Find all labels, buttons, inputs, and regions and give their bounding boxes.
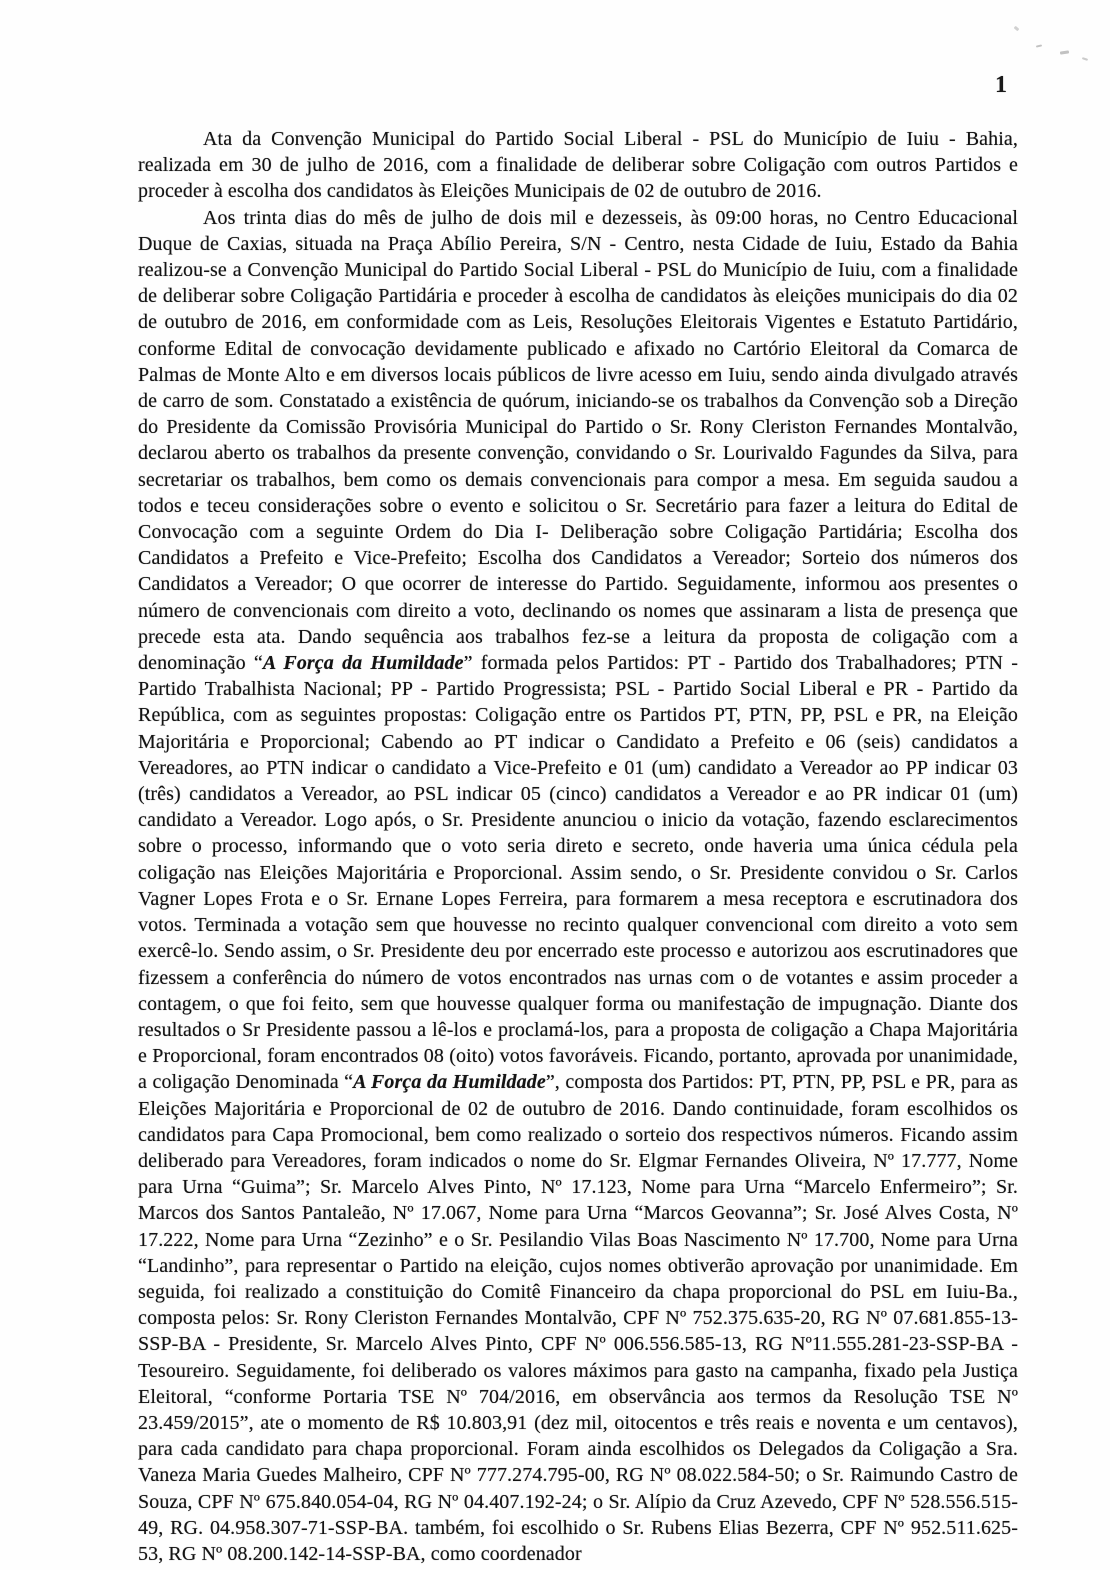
scan-speckle: [1014, 26, 1020, 32]
body-paragraph: [138, 205, 1018, 1568]
body-text-segment: ” formada pelos Partidos: PT - Partido dos Trabalhadores; PTN - Partido Trabalhista Nacional; PP - Partido Progressista; PSL - Partido Social Liberal e PR - Partido da República, com as seguintes propostas: Coligação entre os Partidos PT, PTN, PP, PSL e PR, na Eleição Majoritária e Proporcional; Cabendo ao PT indicar o Candidato a Prefeito e 06 (seis) candidatos a Vereadores, ao PTN indicar o candidato a Vice-Prefeito e 01 (um) candidato a Vereador ao PP indicar 03 (três) candidatos a Vereador, ao PSL indicar 05 (cinco) candidatos a Vereador e ao PR indicar 01 (um) candidato a Vereador. Logo após, o Sr. Presidente anunciou o inicio da votação, fazendo esclarecimentos sobre o processo, informando que o voto seria direto e secreto, onde haveria uma única cédula pela coligação nas Eleições Majoritária e Proporcional. Assim sendo, o Sr. Presidente convidou o Sr. Carlos Vagner Lopes Frota e o Sr. Ernane Lopes Ferreira, para formarem a mesa receptora e escrutinadora dos votos. Terminada a votação sem que houvesse no recinto qualquer convencional com direito a voto sem exercê-lo. Sendo assim, o Sr. Presidente deu por encerrado este processo e autorizou aos escrutinadores que fizessem a conferência do número de votos encontrados nas urnas com o de votantes e assim proceder a contagem, o que foi feito, sem que houvesse qualquer forma ou manifestação de impugnação. Diante dos resultados o Sr Presidente passou a lê-los e proclamá-los, para a proposta de coligação a Chapa Majoritária e Proporcional, foram encontrados 08 (oito) votos favoráveis. Ficando, portanto, aprovada por unanimidade, a coligação Denominada “: [138, 652, 1018, 1094]
scan-speckle: [1036, 44, 1042, 47]
title-paragraph: [138, 126, 1018, 205]
coalition-name-emphasis: A Força da Humildade: [262, 652, 464, 675]
scan-speckle: [1082, 57, 1088, 61]
body-text-segment: ”, composta dos Partidos: PT, PTN, PP, PSL e PR, para as Eleições Majoritária e Proporcional de 02 de outubro de 2016. Dando continuidade, foram escolhidos os candidatos para Capa Promocional, bem como realizado o sorteio dos respectivos números. Ficando assim deliberado para Vereadores, foram indicados o nome do Sr. Elgmar Fernandes Oliveira, Nº 17.777, Nome para Urna “Guima”; Sr. Marcelo Alves Pinto, Nº 17.123, Nome para Urna “Marcelo Enfermeiro”; Sr. Marcos dos Santos Pantaleão, Nº 17.067, Nome para Urna “Marcos Geovanna”; Sr. José Alves Costa, Nº 17.222, Nome para Urna “Zezinho” e o Sr. Pesilandio Vilas Boas Nascimento Nº 17.700, Nome para Urna “Landinho”, para representar o Partido na eleição, cujos nomes obtiverão aprovação por unanimidade. Em seguida, foi realizado a constituição do Comitê Financeiro da chapa proporcional do PSL em Iuiu-Ba., composta pelos: Sr. Rony Cleriston Fernandes Montalvão, CPF Nº 752.375.635-20, RG Nº 07.681.855-13-SSP-BA - Presidente, Sr. Marcelo Alves Pinto, CPF Nº 006.556.585-13, RG Nº11.555.281-23-SSP-BA - Tesoureiro. Seguidamente, foi deliberado os valores máximos para gasto na campanha, fixado pela Justiça Eleitoral, “conforme Portaria TSE Nº 704/2016, em observância aos termos da Resolução TSE Nº 23.459/2015”, ate o momento de R$ 10.803,91 (dez mil, oitocentos e três reais e noventa e um centavos), para cada candidato para chapa proporcional. Foram ainda escolhidos os Delegados da Coligação a Sra. Vaneza Maria Guedes Malheiro, CPF Nº 777.274.795-00, RG Nº 08.022.584-50; o Sr. Raimundo Castro de Souza, CPF Nº 675.840.054-04, RG Nº 04.407.192-24; o Sr. Alípio da Cruz Azevedo, CPF Nº 528.556.515-49, RG. 04.958.307-71-SSP-BA. também, foi escolhido o Sr. Rubens Elias Bezerra, CPF Nº 952.511.625-53, RG Nº 08.200.142-14-SSP-BA, como coordenador: [138, 1071, 1018, 1565]
title-paragraph-text: Ata da Convenção Municipal do Partido Social Liberal - PSL do Município de Iuiu - Bahia, realizada em 30 de julho de 2016, com a finalidade de deliberar sobre Coligação com outros Partidos e proceder à escolha dos candidatos às Eleições Municipais de 02 de outubro de 2016.: [138, 128, 1018, 203]
scan-speckle: [1060, 50, 1069, 54]
page-number: 1: [995, 72, 1007, 98]
document-body: [138, 126, 1018, 1567]
body-text-segment: Aos trinta dias do mês de julho de dois mil e dezesseis, às 09:00 horas, no Centro Educacional Duque de Caxias, situada na Praça Abílio Pereira, S/N - Centro, nesta Cidade de Iuiu, Estado da Bahia realizou-se a Convenção Municipal do Partido Social Liberal - PSL do Município de Iuiu, com a finalidade de deliberar sobre Coligação Partidária e proceder à escolha de candidatos às eleições municipais do dia 02 de outubro de 2016, em conformidade com as Leis, Resoluções Eleitorais Vigentes e Estatuto Partidário, conforme Edital de convocação devidamente publicado e afixado no Cartório Eleitoral da Comarca de Palmas de Monte Alto e em diversos locais públicos de livre acesso em Iuiu, sendo ainda divulgado através de carro de som. Constatado a existência de quórum, iniciando-se os trabalhos da Convenção sob a Direção do Presidente da Comissão Provisória Municipal do Partido o Sr. Rony Cleriston Fernandes Montalvão, declarou aberto os trabalhos da presente convenção, convidando o Sr. Lourivaldo Fagundes da Silva, para secretariar os trabalhos, bem como os demais convencionais para compor a mesa. Em seguida saudou a todos e teceu considerações sobre o evento e solicitou o Sr. Secretário para fazer a leitura do Edital de Convocação com a seguinte Ordem do Dia I- Deliberação sobre Coligação Partidária; Escolha dos Candidatos a Prefeito e Vice-Prefeito; Escolha dos Candidatos a Vereador; Sorteio dos números dos Candidatos a Vereador; O que ocorrer de interesse do Partido. Seguidamente, informou aos presentes o número de convencionais com direito a voto, declinando os nomes que assinaram a lista de presença que precede esta ata. Dando sequência aos trabalhos fez-se a leitura da proposta de coligação com a denominação “: [138, 206, 1018, 675]
coalition-name-emphasis: A Força da Humildade: [353, 1071, 546, 1094]
